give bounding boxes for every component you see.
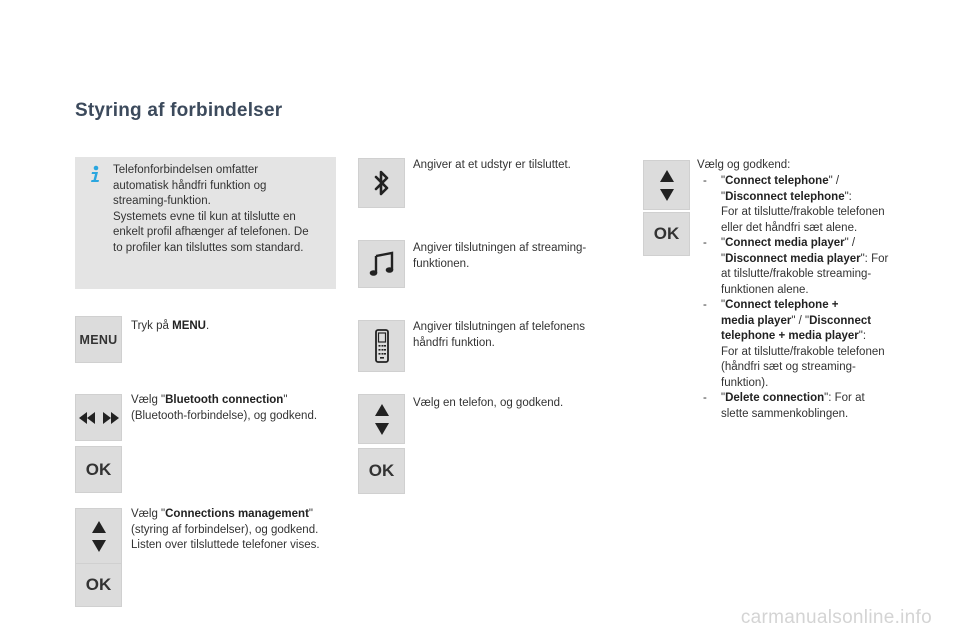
watermark: carmanualsonline.info — [740, 607, 932, 628]
list-text: " — [721, 190, 726, 203]
up-down-buttons[interactable] — [358, 394, 405, 444]
list-text: funktionen alene. — [721, 283, 809, 296]
arrow-up-icon — [660, 170, 674, 182]
music-description-line: Angiver tilslutningen af streaming- — [413, 242, 587, 254]
info-icon — [87, 165, 103, 183]
list-text: " / " — [791, 314, 810, 327]
list-bold: Disconnect — [809, 314, 872, 327]
list-text: at tilslutte/frakoble streaming- — [721, 268, 872, 280]
select-phone-text: Vælg en telefon, og godkend. — [413, 397, 564, 409]
ok-button-label: OK — [85, 575, 112, 594]
list-text: " / — [844, 237, 856, 249]
list-item — [703, 298, 913, 391]
step-text: " — [308, 508, 313, 520]
list-bold: Connect telephone + — [725, 299, 839, 311]
right-intro: Vælg og godkend: — [697, 159, 791, 171]
arrow-up-icon — [92, 521, 106, 533]
menu-button[interactable] — [75, 316, 122, 363]
list-dash: - — [703, 175, 707, 187]
list-dash: - — [703, 299, 707, 311]
list-bold: Connect telephone — [725, 175, 829, 187]
step-bold: Bluetooth connection — [165, 394, 284, 406]
list-text: ": For at — [824, 392, 865, 404]
arrow-up-icon — [375, 404, 389, 416]
list-text: For at tilslutte/frakoble telefonen — [721, 206, 885, 218]
step-menu-text — [131, 319, 209, 335]
page-title: Styring af forbindelser — [75, 100, 283, 121]
list-item — [703, 391, 913, 422]
options-list — [703, 174, 913, 422]
list-bold: Connect media player — [725, 237, 845, 249]
seek-buttons[interactable] — [75, 394, 122, 441]
step-text: (styring af forbindelser), og godkend. — [131, 523, 319, 536]
info-line: to profiler kan tilsluttes som standard. — [113, 241, 304, 254]
list-dash: - — [703, 392, 707, 404]
info-line: enkelt profil afhænger af telefonen. De — [113, 226, 309, 238]
list-text: eller det håndfri sæt alene. — [721, 221, 858, 234]
info-line: streaming-funktion. — [113, 195, 211, 207]
step-text: Vælg " — [131, 394, 166, 406]
phone-description-line: håndfri funktion. — [413, 336, 495, 349]
info-line: automatisk håndfri funktion og — [113, 179, 267, 192]
list-text: ": For — [860, 252, 889, 265]
step-bold: MENU — [172, 320, 206, 332]
list-text: " — [721, 299, 726, 311]
list-text: For at tilslutte/frakoble telefonen — [721, 345, 885, 358]
list-dash: - — [703, 237, 707, 249]
seek-arrows-icon — [77, 411, 121, 425]
list-text: " — [721, 392, 726, 404]
info-text — [113, 163, 323, 256]
list-text: " / — [828, 175, 840, 187]
step-text: Listen over tilsluttede telefoner vises. — [131, 539, 320, 551]
ok-button[interactable] — [358, 448, 405, 494]
ok-button-label: OK — [85, 459, 112, 479]
list-text: (håndfri sæt og streaming- — [721, 361, 856, 373]
phone-icon-box — [358, 320, 405, 372]
ok-button[interactable] — [75, 563, 122, 607]
step-text: Tryk på — [131, 320, 173, 332]
list-bold: telephone + media player — [721, 330, 859, 342]
music-note-icon — [368, 250, 396, 278]
list-item — [703, 174, 913, 236]
music-description — [413, 241, 586, 272]
ok-button[interactable] — [643, 212, 690, 256]
list-bold: Disconnect telephone — [725, 190, 845, 203]
step-bluetooth-text — [131, 393, 346, 424]
step-bold: Connections management — [165, 508, 309, 520]
up-down-buttons[interactable] — [643, 160, 690, 210]
step-connections-text — [131, 507, 346, 554]
list-text: ": — [858, 330, 867, 342]
info-line: Telefonforbindelsen omfatter — [113, 164, 259, 176]
info-box — [75, 157, 336, 289]
step-text: . — [205, 320, 210, 332]
bluetooth-icon-box — [358, 158, 405, 208]
info-line: Systemets evne til kun at tilslutte en — [113, 210, 296, 223]
list-text: ": — [844, 190, 852, 203]
phone-description — [413, 320, 585, 351]
list-bold: Disconnect media player — [725, 252, 861, 265]
arrow-down-icon — [660, 189, 674, 201]
list-bold: media player — [721, 314, 792, 327]
arrow-down-icon — [375, 423, 389, 435]
list-item — [703, 236, 913, 298]
music-description-line: funktionen. — [413, 257, 470, 270]
step-text: " — [283, 394, 288, 406]
step-text: (Bluetooth-forbindelse), og godkend. — [131, 409, 318, 422]
bluetooth-description: Angiver at et udstyr er tilsluttet. — [413, 159, 571, 171]
list-text: funktion). — [721, 376, 769, 389]
list-text: " — [721, 237, 726, 249]
bluetooth-icon — [373, 169, 391, 197]
menu-button-label: MENU — [79, 332, 118, 347]
list-text: " — [721, 175, 726, 187]
arrow-down-icon — [92, 540, 106, 552]
list-text: " — [721, 252, 726, 265]
list-bold: Delete connection — [725, 392, 825, 404]
step-text: Vælg " — [131, 508, 166, 520]
mobile-phone-icon — [373, 328, 391, 364]
list-text: slette sammenkoblingen. — [721, 407, 849, 420]
music-icon-box — [358, 240, 405, 288]
ok-button-label: OK — [368, 461, 395, 480]
up-down-buttons[interactable] — [75, 508, 122, 564]
ok-button[interactable] — [75, 446, 122, 493]
ok-button-label: OK — [653, 224, 680, 243]
phone-description-line: Angiver tilslutningen af telefonens — [413, 321, 585, 333]
